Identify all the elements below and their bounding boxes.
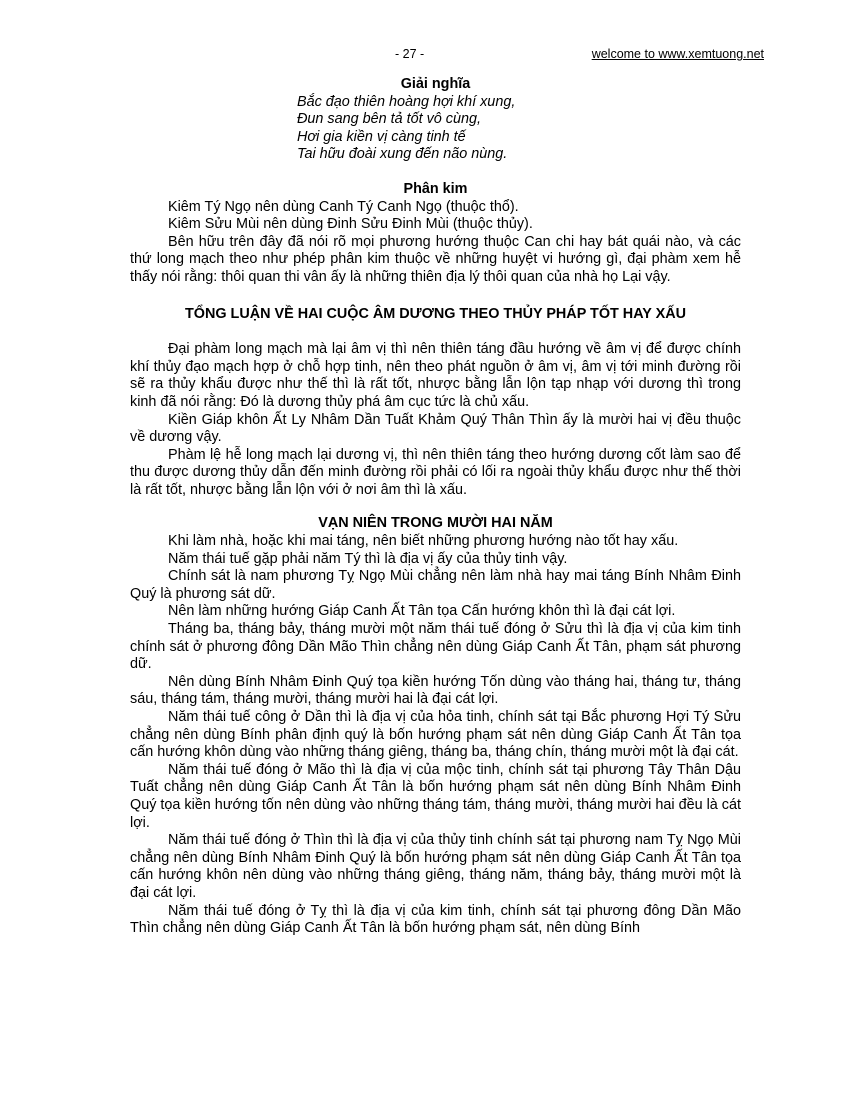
paragraph: Bên hữu trên đây đã nói rõ mọi phương hướng thuộc Can chi hay bát quái nào, và các thứ long mạch theo như phép phân kim thuộc về những huyệt vi hướng gì, đại phàm xem hễ thấy nói rằng: thôi quan thi vân ấy là những thiên địa lý thôi quan của nhà họ Lại vậy. (130, 233, 741, 285)
paragraph: Kiêm Sửu Mùi nên dùng Đinh Sửu Đinh Mùi (thuộc thủy). (168, 216, 533, 233)
paragraph: Năm thái tuế công ở Dần thì là địa vị của hỏa tinh, chính sát tại Bắc phương Hợi Tý Sửu chẳng nên dùng Bính phân định quý là bốn hướng phạm sát nên dùng Giáp Canh Ất Tân tọa cấn hướng khôn dùng vào những tháng giêng, tháng ba, tháng chín, tháng mười một là đại cát. (130, 709, 741, 761)
document-body (130, 76, 741, 938)
poem-block (297, 94, 741, 164)
poem-line: Đun sang bên tả tốt vô cùng, (297, 111, 482, 128)
paragraph: Kiêm Tý Ngọ nên dùng Canh Tý Canh Ngọ (thuộc thổ). (168, 198, 519, 215)
site-link[interactable]: welcome to www.xemtuong.net (591, 47, 764, 61)
poem-line: Tai hữu đoài xung đến não nùng. (297, 146, 508, 163)
paragraph: Chính sát là nam phương Tỵ Ngọ Mùi chẳng nên làm nhà hay mai táng Bính Nhâm Đinh Quý là phương sát dữ. (130, 568, 741, 602)
paragraph: Đại phàm long mạch mà lại âm vị thì nên thiên táng đầu hướng về âm vị để được chính khí thủy đạo mạch hợp ở chỗ hợp tinh, nên theo phát nguồn ở âm vị, âm vị tới minh đường rồi sẽ ra thủy khẩu được như thế thì là rất tốt, nhược bằng lẫn lộn tạp nhạp với dương thì trong kinh đã nói rằng: Đó là dương thủy phá âm cục tức là chủ xấu. (130, 341, 741, 410)
poem-line: Bắc đạo thiên hoàng hợi khí xung, (297, 93, 516, 110)
giai-nghia-title: Giải nghĩa (400, 76, 471, 92)
paragraph: Nên dùng Bính Nhâm Đinh Quý tọa kiền hướng Tốn dùng vào tháng hai, tháng tư, tháng sáu, tháng tám, tháng mười, tháng mười hai là đại cát lợi. (130, 673, 741, 708)
paragraph: Kiền Giáp khôn Ất Ly Nhâm Dần Tuất Khảm Quý Thân Thìn ấy là mười hai vị đều thuộc về dương vậy. (130, 411, 741, 446)
paragraph: Khi làm nhà, hoặc khi mai táng, nên biết những phương hướng nào tốt hay xấu. (168, 533, 679, 550)
van-nien-heading: VẠN NIÊN TRONG MƯỜI HAI NĂM (318, 515, 553, 532)
phan-kim-title: Phân kim (403, 180, 468, 197)
paragraph: Năm thái tuế đóng ở Thìn thì là địa vị của thủy tinh chính sát tại phương nam Tỵ Ngọ Mùi chẳng nên dùng Bính Nhâm Đinh Quý là bốn hướng phạm sát nên dùng Giáp Canh Ất Tân tọa cấn hướng khôn nên dùng vào những tháng giêng, tháng năm, tháng bảy, tháng mười một là đại cát lợi. (130, 832, 741, 901)
paragraph: Năm thái tuế đóng ở Mão thì là địa vị của mộc tinh, chính sát tại phương Tây Thân Dậu Tuất chẳng nên dùng Giáp Canh Ất Tân là bốn hướng phạm sát nên dùng Bính Nhâm Đinh Quý tọa kiền hướng tốn nên dùng vào những tháng tám, tháng mười, tháng mười hai đều là cát lợi. (130, 761, 741, 831)
page-header (0, 47, 850, 65)
paragraph: Phàm lệ hễ long mạch lại dương vị, thì nên thiên táng theo hướng dương cốt làm sao để thu được dương thủy dẫn đến minh đường rồi phải có lối ra ngoài thủy khẩu được như thế thời là rất tốt, nhược bằng lẫn lộn với ở nơi âm thì là xấu. (130, 446, 741, 498)
page-number: - 27 - (395, 47, 425, 61)
paragraph: Nên làm những hướng Giáp Canh Ất Tân tọa Cấn hướng khôn thì là đại cát lợi. (168, 603, 676, 620)
paragraph: Năm thái tuế gặp phải năm Tý thì là địa vị ấy của thủy tinh vậy. (168, 550, 568, 567)
paragraph: Tháng ba, tháng bảy, tháng mười một năm thái tuế đóng ở Sửu thì là địa vị của kim tinh chính sát ở phương đông Dần Mão Thìn chẳng nên dùng Giáp Canh Ất Tân, phạm sát phương dữ. (130, 621, 741, 673)
poem-line: Hơi gia kiền vị càng tinh tế (297, 128, 466, 145)
tong-luan-heading: TỔNG LUẬN VỀ HAI CUỘC ÂM DƯƠNG THEO THỦY PHÁP TỐT HAY XẤU (184, 305, 686, 322)
paragraph: Năm thái tuế đóng ở Tỵ thì là địa vị của kim tinh, chính sát tại phương đông Dần Mão Thìn chẳng nên dùng Giáp Canh Ất Tân là bốn hướng phạm sát, nên dùng Bính (130, 902, 741, 937)
